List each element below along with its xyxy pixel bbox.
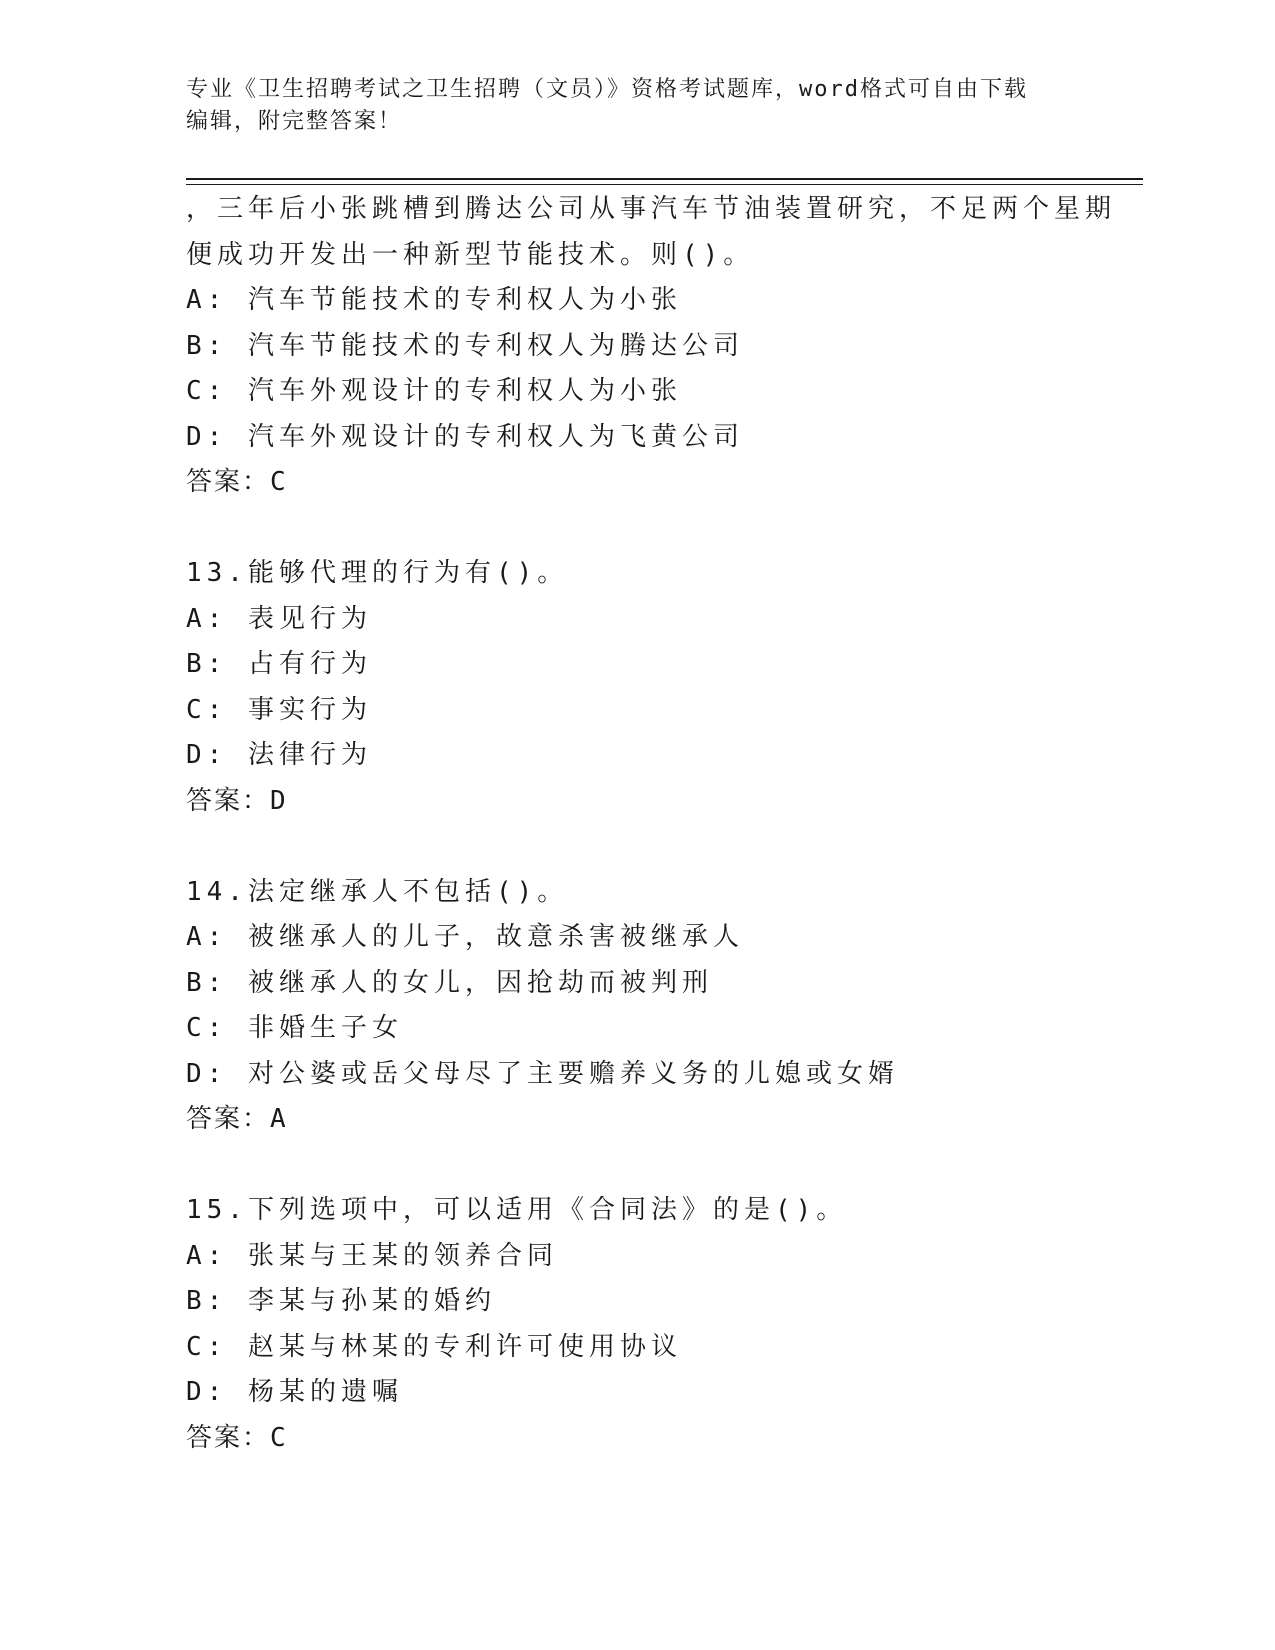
spacer bbox=[186, 1143, 1086, 1189]
option-b: B: 汽车节能技术的专利权人为腾达公司 bbox=[186, 330, 744, 361]
answer-value: C bbox=[270, 467, 288, 497]
answer-line bbox=[186, 1416, 1086, 1462]
answer-label: 答案： bbox=[186, 785, 271, 816]
answer-label: 答案： bbox=[186, 1422, 271, 1453]
question-12-continuation bbox=[186, 187, 1117, 506]
question-stem: 13.能够代理的行为有()。 bbox=[186, 558, 569, 588]
option-c: C: 非婚生子女 bbox=[186, 1013, 403, 1043]
answer-line bbox=[186, 460, 1086, 506]
spacer bbox=[186, 824, 1086, 870]
option-a: A: 表见行为 bbox=[186, 603, 372, 634]
document-header bbox=[186, 74, 1066, 138]
question-stem: 15.下列选项中，可以适用《合同法》的是()。 bbox=[186, 1195, 848, 1225]
question-content bbox=[186, 187, 1117, 1461]
question-stem: 14.法定继承人不包括()。 bbox=[186, 876, 569, 907]
option-c: C: 事实行为 bbox=[186, 694, 372, 725]
answer-value: C bbox=[270, 1422, 288, 1453]
option-a: A: 汽车节能技术的专利权人为小张 bbox=[186, 285, 682, 315]
answer-label: 答案： bbox=[186, 467, 271, 497]
option-b: B: 被继承人的女儿，因抢劫而被判刑 bbox=[186, 967, 713, 998]
spacer bbox=[186, 506, 1086, 552]
option-b: B: 李某与孙某的婚约 bbox=[186, 1286, 496, 1316]
option-a: A: 张某与王某的领养合同 bbox=[186, 1240, 558, 1271]
option-d: D: 汽车外观设计的专利权人为飞黄公司 bbox=[186, 421, 744, 452]
header-divider-thin bbox=[186, 184, 1143, 185]
answer-line bbox=[186, 779, 1086, 825]
question-stem-line: 便成功开发出一种新型节能技术。则()。 bbox=[186, 239, 755, 270]
header-line-2: 编辑，附完整答案！ bbox=[186, 109, 403, 134]
question-15 bbox=[186, 1188, 1086, 1461]
question-13 bbox=[186, 551, 1086, 824]
option-c: C: 汽车外观设计的专利权人为小张 bbox=[186, 376, 682, 406]
answer-label: 答案： bbox=[186, 1104, 271, 1134]
option-d: D: 杨某的遗嘱 bbox=[186, 1377, 403, 1407]
header-line-1: 专业《卫生招聘考试之卫生招聘（文员）》资格考试题库，word格式可自由下载 bbox=[186, 77, 1028, 102]
answer-value: A bbox=[270, 1104, 288, 1134]
option-d: D: 对公婆或岳父母尽了主要赡养义务的儿媳或女婿 bbox=[186, 1058, 899, 1089]
option-a: A: 被继承人的儿子，故意杀害被继承人 bbox=[186, 922, 744, 952]
answer-line bbox=[186, 1097, 1086, 1143]
question-stem-line: ，三年后小张跳槽到腾达公司从事汽车节油装置研究，不足两个星期 bbox=[186, 194, 1117, 224]
answer-value: D bbox=[270, 785, 288, 816]
question-14 bbox=[186, 870, 1086, 1143]
option-c: C: 赵某与林某的专利许可使用协议 bbox=[186, 1331, 682, 1362]
option-d: D: 法律行为 bbox=[186, 740, 372, 770]
option-b: B: 占有行为 bbox=[186, 649, 372, 679]
header-divider-thick bbox=[186, 178, 1143, 180]
